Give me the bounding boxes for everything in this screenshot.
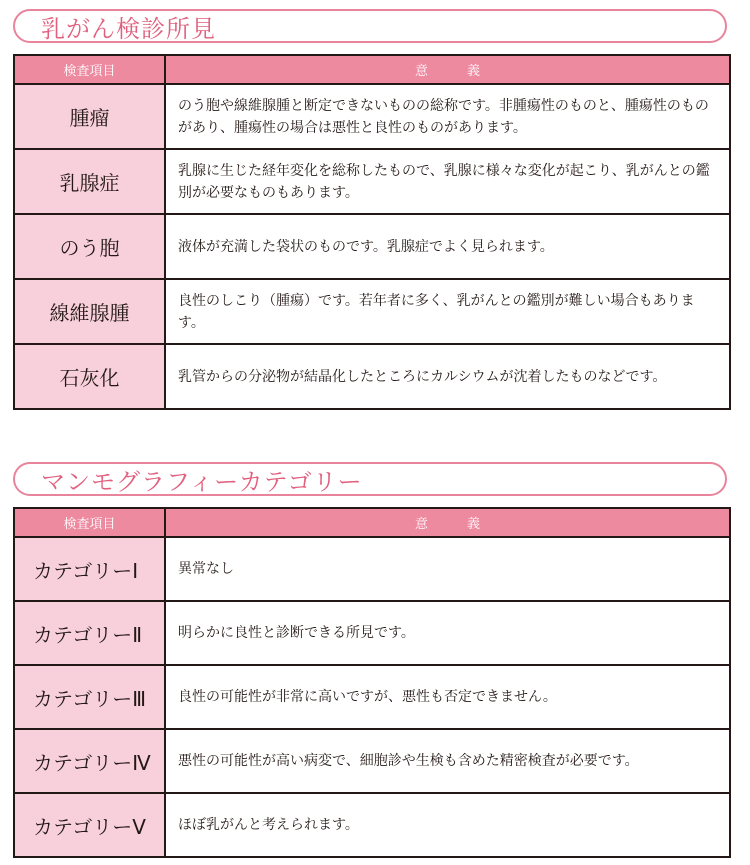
header-item: 検査項目	[14, 55, 165, 84]
table-row	[14, 149, 730, 214]
row-label: 線維腺腫	[14, 279, 165, 344]
row-description: 乳管からの分泌物が結晶化したところにカルシウムが沈着したものなどです。	[165, 344, 730, 409]
row-description: 液体が充満した袋状のものです。乳腺症でよく見られます。	[165, 214, 730, 279]
row-description: 異常なし	[165, 537, 730, 601]
row-label: 乳腺症	[14, 149, 165, 214]
row-description: 良性のしこり（腫瘍）です。若年者に多く、乳がんとの鑑別が難しい場合もあります。	[165, 279, 730, 344]
table-row	[14, 665, 730, 729]
table-row	[14, 601, 730, 665]
header-item: 検査項目	[14, 508, 165, 537]
table-row	[14, 214, 730, 279]
row-label: のう胞	[14, 214, 165, 279]
mammography-title: マンモグラフィーカテゴリー	[41, 467, 363, 496]
section-title-mammography	[13, 462, 727, 496]
table-header	[14, 55, 730, 84]
row-description: 悪性の可能性が高い病変で、細胞診や生検も含めた精密検査が必要です。	[165, 729, 730, 793]
row-label: カテゴリーⅠ	[14, 537, 165, 601]
row-label: カテゴリーⅣ	[14, 729, 165, 793]
row-description: 乳腺に生じた経年変化を総称したもので、乳腺に様々な変化が起こり、乳がんとの鑑別が必要なものもあります。	[165, 149, 730, 214]
table-row	[14, 344, 730, 409]
table-row	[14, 84, 730, 149]
row-description: 良性の可能性が非常に高いですが、悪性も否定できません。	[165, 665, 730, 729]
row-description: のう胞や線維腺腫と断定できないものの総称です。非腫瘍性のものと、腫瘍性のものがあり、腫瘍性の場合は悪性と良性のものがあります。	[165, 84, 730, 149]
table-row	[14, 279, 730, 344]
row-label: 腫瘤	[14, 84, 165, 149]
findings-title: 乳がん検診所見	[41, 14, 216, 43]
row-label: カテゴリーⅡ	[14, 601, 165, 665]
row-label: 石灰化	[14, 344, 165, 409]
row-label: カテゴリーⅤ	[14, 793, 165, 857]
table-header	[14, 508, 730, 537]
header-meaning: 意 義	[165, 55, 730, 84]
table-row	[14, 729, 730, 793]
mammography-table	[13, 507, 731, 858]
section-title-findings	[13, 9, 727, 43]
row-description: 明らかに良性と診断できる所見です。	[165, 601, 730, 665]
row-description: ほぼ乳がんと考えられます。	[165, 793, 730, 857]
table-row	[14, 537, 730, 601]
findings-table	[13, 54, 731, 410]
row-label: カテゴリーⅢ	[14, 665, 165, 729]
header-meaning: 意 義	[165, 508, 730, 537]
table-row	[14, 793, 730, 857]
